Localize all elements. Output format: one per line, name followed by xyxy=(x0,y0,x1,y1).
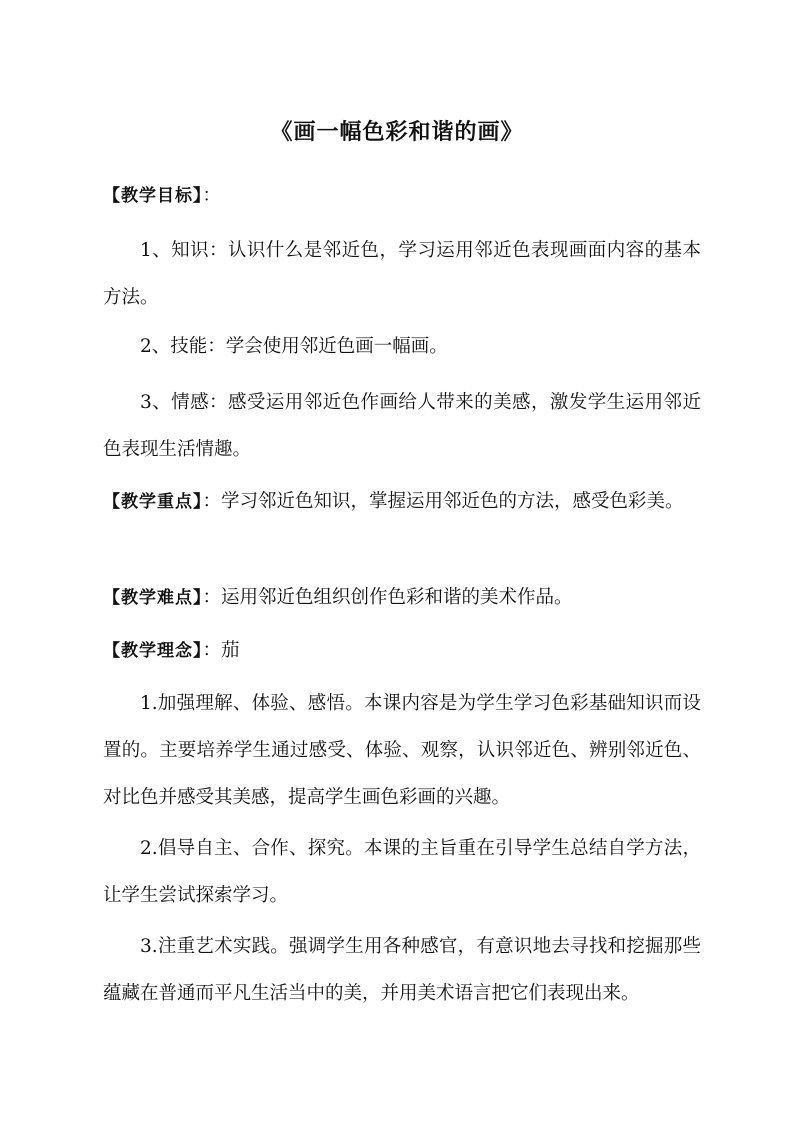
philosophy-item-practice: 3.注重艺术实践。强调学生用各种感官，有意识地去寻找和挖掘那些蕴藏在普通而平凡生活当中的美，并用美术语言把它们表现出来。 xyxy=(103,936,701,1004)
key-points-paragraph xyxy=(103,478,701,526)
objectives-colon: ： xyxy=(202,185,221,206)
document-title: 《画一幅色彩和谐的画》 xyxy=(270,119,524,145)
philosophy-line xyxy=(103,627,701,675)
philosophy-text: ：茄 xyxy=(202,640,240,661)
objectives-heading: 【教学目标】 xyxy=(103,186,203,206)
objective-item-emotion: 3、情感：感受运用邻近色作画给人带来的美感，激发学生运用邻近色表现生活情趣。 xyxy=(103,392,701,460)
objective-item-skill: 2、技能：学会使用邻近色画一幅画。 xyxy=(140,336,448,357)
philosophy-heading: 【教学理念】 xyxy=(103,641,203,661)
key-points-text: ：学习邻近色知识，掌握运用邻近色的方法，感受色彩美。 xyxy=(202,491,684,512)
difficulties-paragraph xyxy=(103,574,701,622)
difficulties-heading: 【教学难点】 xyxy=(103,588,203,608)
objectives-line xyxy=(103,172,701,220)
philosophy-item-understanding: 1.加强理解、体验、感悟。本课内容是为学生学习色彩基础知识而设置的。主要培养学生通过感受、体验、观察，认识邻近色、辨别邻近色、对比色并感受其美感，提高学生画色彩画的兴趣。 xyxy=(103,693,701,808)
objective-item-knowledge: 1、知识：认识什么是邻近色，学习运用邻近色表现画面内容的基本方法。 xyxy=(103,240,701,308)
key-points-heading: 【教学重点】 xyxy=(103,492,203,512)
difficulties-text: ：运用邻近色组织创作色彩和谐的美术作品。 xyxy=(202,587,573,608)
philosophy-item-autonomy: 2.倡导自主、合作、探究。本课的主旨重在引导学生总结自学方法，让学生尝试探索学习。 xyxy=(103,838,701,906)
